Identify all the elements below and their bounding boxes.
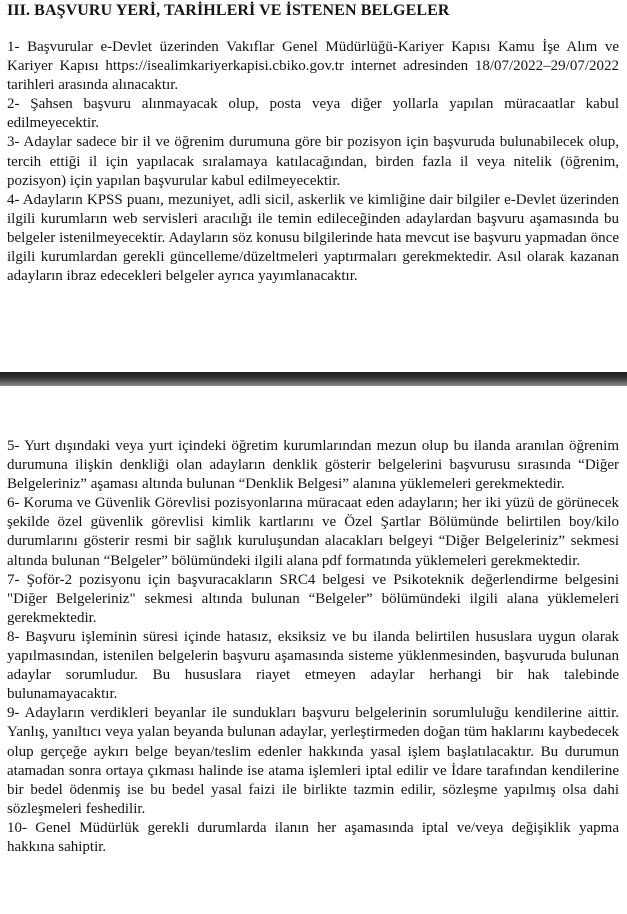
- blank-page-margin: [0, 386, 627, 436]
- paragraph-3: 3- Adaylar sadece bir il ve öğrenim durumuna göre bir pozisyon için başvuruda bulunabilecek olup, tercih ettiği il için yapılacak sıralamaya katılacağından, birden fazla il veya nitelik (öğrenim, pozisyon) için yapılan başvurular kabul edilmeyecektir.: [7, 134, 619, 189]
- paragraph-1: 1- Başvurular e-Devlet üzerinden Vakıflar Genel Müdürlüğü-Kariyer Kapısı Kamu İşe Alım ve Kariyer Kapısı https://isealimkariyerkapisi.cbiko.gov.tr internet adresinden 18/07/2022–29/07/2022 tarihleri arasında alınacaktır.: [7, 39, 619, 94]
- page-break-divider: [0, 372, 627, 386]
- paragraph-4: 4- Adayların KPSS puanı, mezuniyet, adli sicil, askerlik ve kimliğine dair bilgiler e-Devlet üzerinden ilgili kurumların web servisleri aracılığı ile temin edileceğinden adaylardan başvuru aşamasında bu belgeler istenilmeyecektir. Adayların söz konusu bilgilerinde hata mevcut ise başvuru yapmadan önce ilgili kurumlardan gerekli güncelleme/düzeltmeleri yaptırmaları gerekmektedir. Asıl olarak kazanan adayların ibraz edecekleri belgeler ayrıca yayımlanacaktır.: [7, 191, 619, 285]
- paragraph-7: 7- Şoför-2 pozisyonu için başvuracakların SRC4 belgesi ve Psikoteknik değerlendirme belgesini "Diğer Belgeleriniz" sekmesi altında bulunan “Belgeler” bölümündeki ilgili alana yüklemeleri gerekmektedir.: [7, 571, 619, 626]
- paragraph-5: 5- Yurt dışındaki veya yurt içindeki öğretim kurumlarından mezun olup bu ilanda aranılan öğrenim durumuna ilişkin denkliği olan adayların denklik gösterir belgelerini başvurusu sırasında “Diğer Belgeleriniz” aşaması altında bulunan “Denklik Belgesi” alanına yüklemeleri gerekmektedir.: [7, 438, 619, 493]
- paragraph-6: 6- Koruma ve Güvenlik Görevlisi pozisyonlarına müracaat eden adayların; her iki yüzü de görünecek şekilde özel güvenlik görevlisi kimlik kartlarını ve Özel Şartlar Bölümünde belirtilen boy/kilo durumlarını gösterir resmi bir sağlık kuruluşundan alacakları belgeyi “Diğer Belgeleriniz” sekmesi altında bulunan “Belgeler” bölümündeki ilgili alana pdf formatında yüklemeleri gerekmektedir.: [7, 495, 619, 569]
- paragraph-2: 2- Şahsen başvuru alınmayacak olup, posta veya diğer yollarla yapılan müracaatlar kabul edilmeyecektir.: [7, 96, 619, 132]
- paragraph-group-top: [7, 38, 619, 286]
- paragraph-10: 10- Genel Müdürlük gerekli durumlarda ilanın her aşamasında iptal ve/veya değişiklik yapma hakkına sahiptir.: [7, 819, 619, 855]
- section-heading: III. BAŞVURU YERİ, TARİHLERİ VE İSTENEN BELGELER: [7, 2, 450, 19]
- paragraph-9: 9- Adayların verdikleri beyanlar ile sundukları başvuru belgelerinin sorumluluğu kendilerine aittir. Yanlış, yanıltıcı veya yalan beyanda bulunan adaylar, yerleştirmeden doğan tüm haklarını kaybedecek olup gerçeğe aykırı belge beyan/teslim edenler hakkında yasal işlem başlatılacaktır. Bu durumun atamadan sonra ortaya çıkması halinde ise atama işlemleri iptal edilir ve İdare tarafından kendilerine bir bedel ödenmiş ise bu bedel yasal faizi ile birlikte tazmin edilir, sözleşme yapılmış olsa dahi sözleşmeleri feshedilir.: [7, 705, 619, 817]
- document-page-top: [0, 0, 627, 372]
- paragraph-8: 8- Başvuru işleminin süresi içinde hatasız, eksiksiz ve bu ilanda belirtilen hususlara uygun olarak yapılmasından, istenilen belgelerin başvuru aşamasında sisteme yüklenmesinden, başvuruda bulunan adaylar sorumludur. Bu hususlara riayet etmeyen adaylar herhangi bir hak talebinde bulunamayacaktır.: [7, 628, 619, 703]
- paragraph-group-bottom: [7, 437, 619, 857]
